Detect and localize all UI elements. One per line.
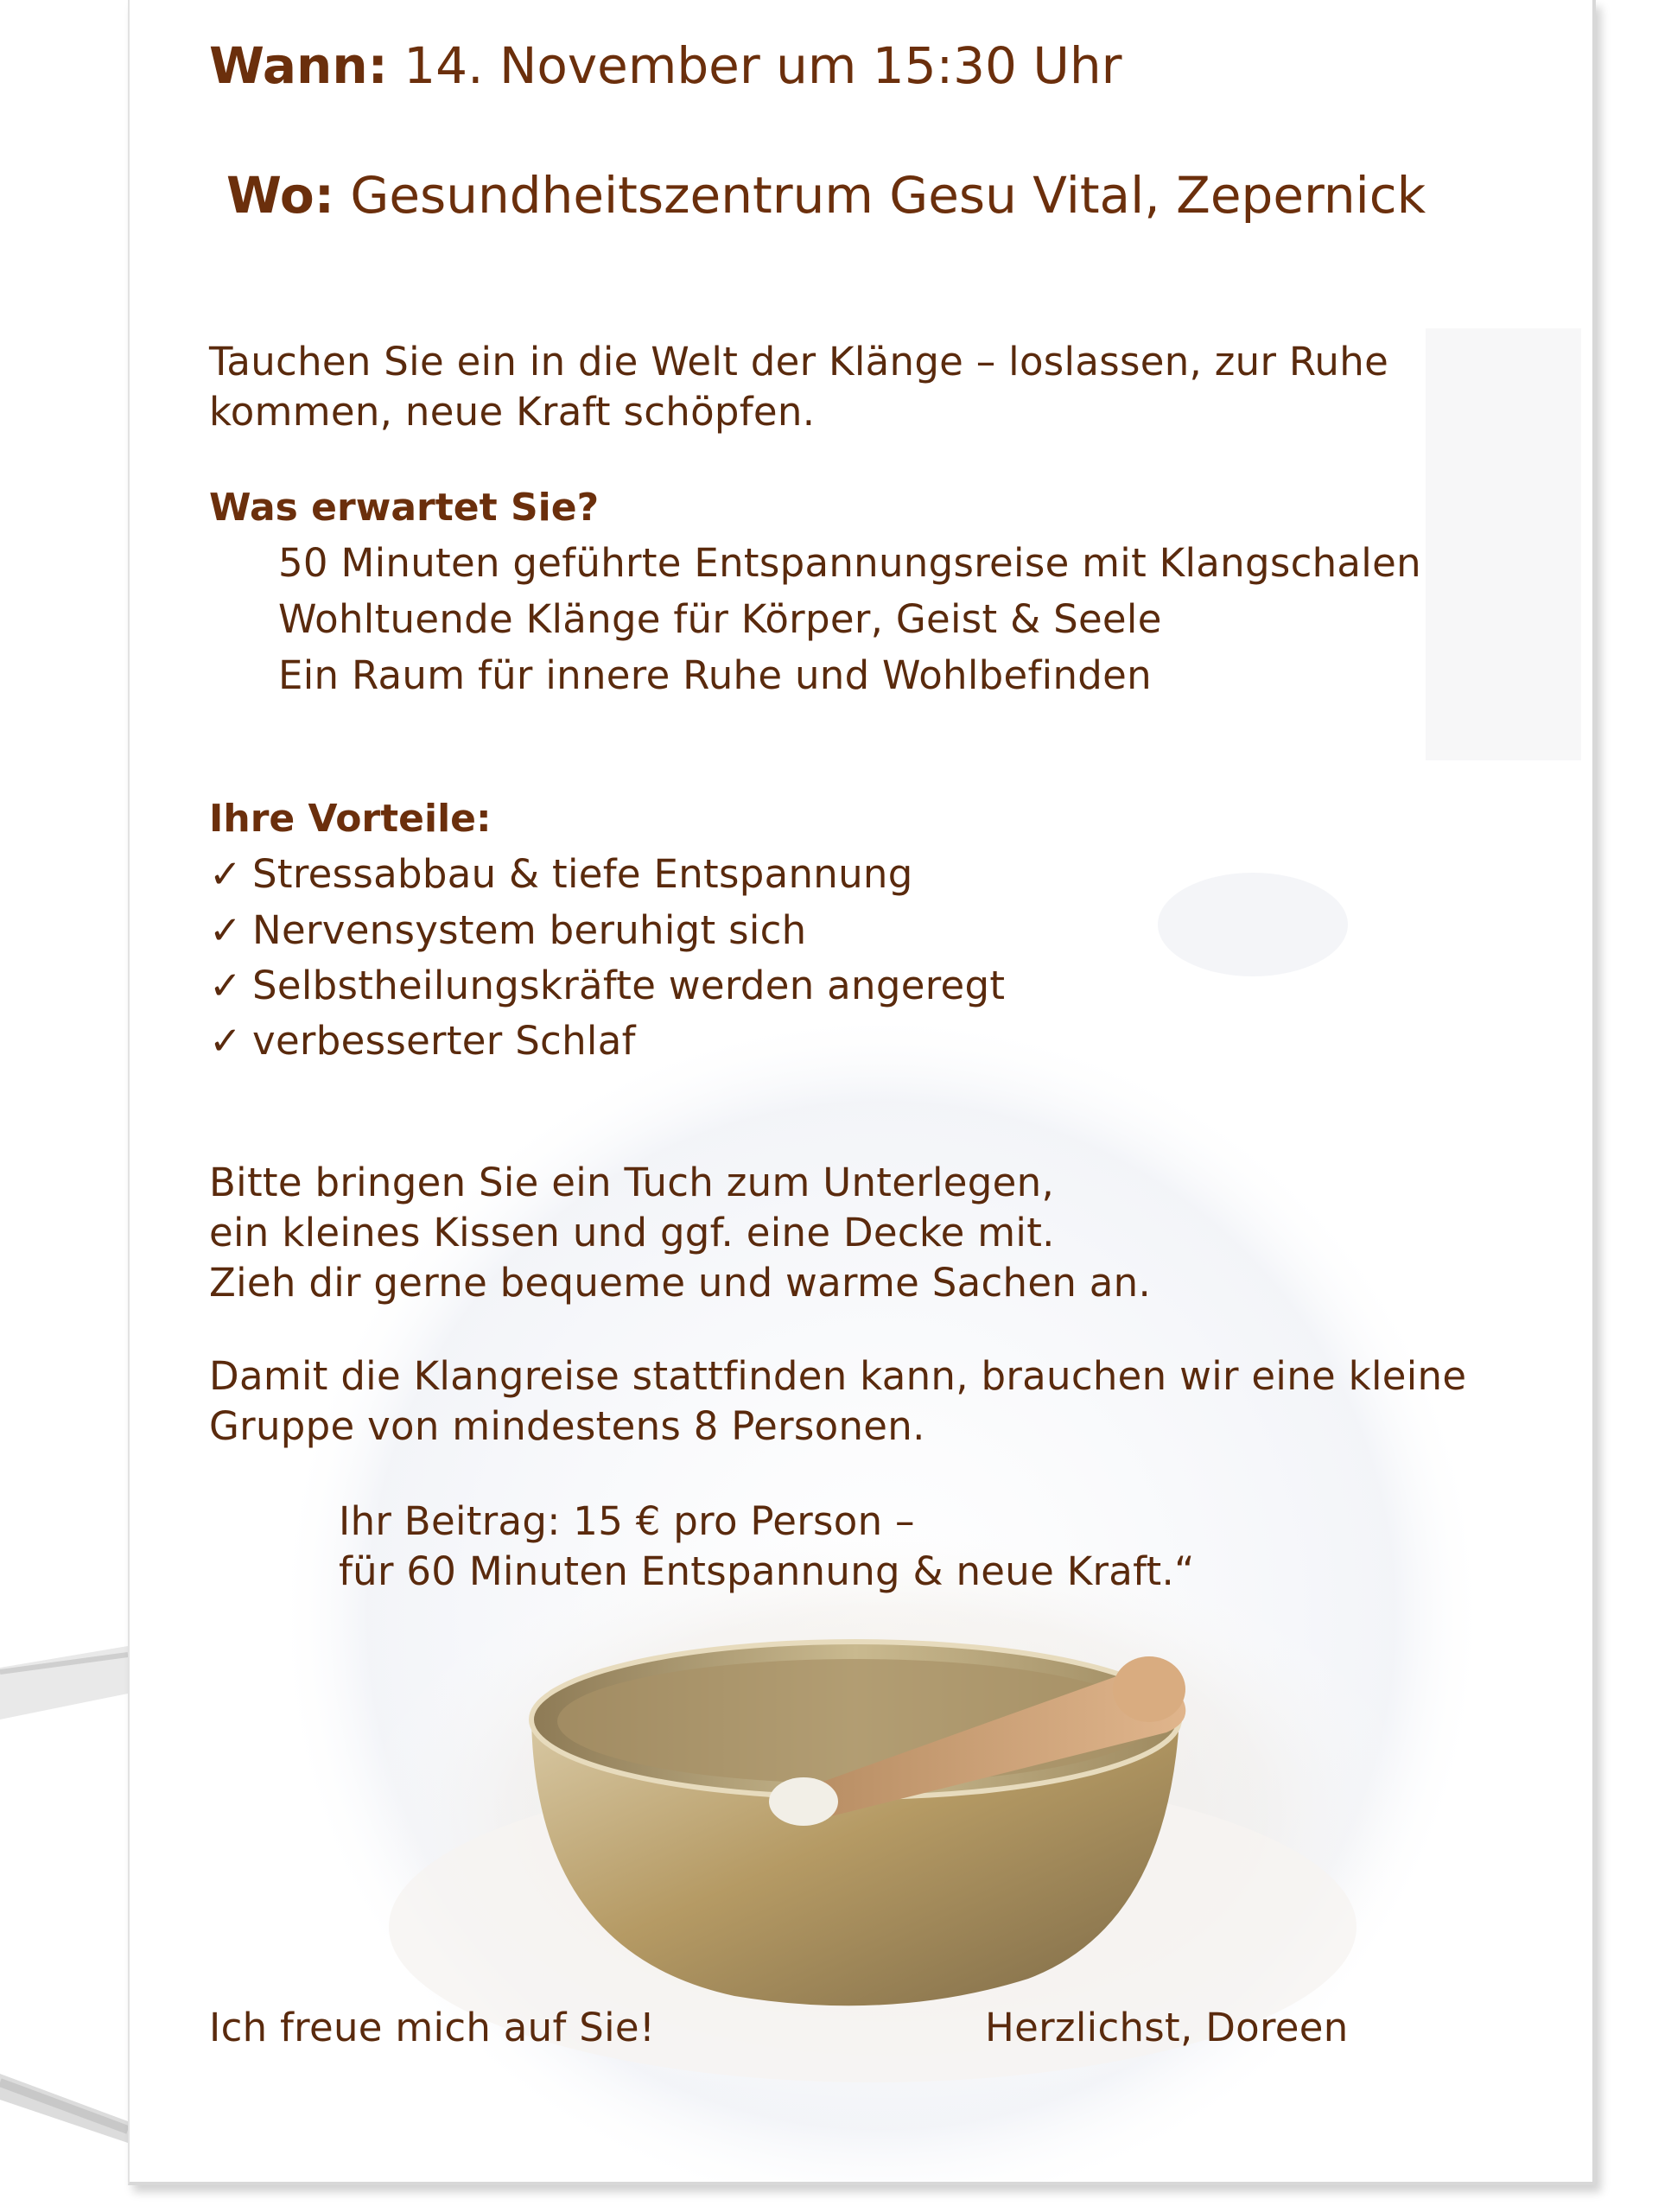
group-line-2: Gruppe von mindestens 8 Personen. xyxy=(209,1403,925,1449)
benefit-item xyxy=(209,907,807,953)
intro-line-1: Tauchen Sie ein in die Welt der Klänge – loslassen, zur Ruhe xyxy=(209,339,1389,385)
singing-bowl-image xyxy=(130,0,1592,2182)
where-line xyxy=(226,166,1426,225)
when-line xyxy=(209,36,1121,95)
price-line-1: Ihr Beitrag: 15 € pro Person – xyxy=(339,1498,915,1544)
benefit-text: Selbstheilungskräfte werden angeregt xyxy=(252,963,1006,1008)
benefit-text: Stressabbau & tiefe Entspannung xyxy=(252,851,913,897)
where-label: Wo: xyxy=(226,166,334,225)
event-flyer xyxy=(128,0,1596,2185)
check-icon: ✓ xyxy=(209,851,243,897)
expect-item: Ein Raum für innere Ruhe und Wohlbefinden xyxy=(278,652,1152,698)
bring-line-1: Bitte bringen Sie ein Tuch zum Unterlegen, xyxy=(209,1160,1055,1205)
check-icon: ✓ xyxy=(209,1018,243,1064)
group-line-1: Damit die Klangreise stattfinden kann, brauchen wir eine kleine xyxy=(209,1353,1467,1399)
closing-signature: Herzlichst, Doreen xyxy=(985,2005,1349,2050)
benefit-text: verbesserter Schlaf xyxy=(252,1018,636,1064)
expect-item: 50 Minuten geführte Entspannungsreise mit Klangschalen xyxy=(278,540,1421,586)
when-value: 14. November um 15:30 Uhr xyxy=(403,36,1122,95)
benefit-text: Nervensystem beruhigt sich xyxy=(252,907,807,953)
bring-line-3: Zieh dir gerne bequeme und warme Sachen an. xyxy=(209,1260,1152,1306)
intro-line-2: kommen, neue Kraft schöpfen. xyxy=(209,389,816,435)
benefit-item xyxy=(209,851,913,897)
benefits-heading: Ihre Vorteile: xyxy=(209,797,492,841)
price-line-2: für 60 Minuten Entspannung & neue Kraft.“ xyxy=(339,1548,1195,1594)
check-icon: ✓ xyxy=(209,907,243,953)
when-label: Wann: xyxy=(209,36,388,95)
benefit-item xyxy=(209,1018,636,1064)
check-icon: ✓ xyxy=(209,963,243,1008)
benefit-item xyxy=(209,963,1005,1008)
expect-heading: Was erwartet Sie? xyxy=(209,486,600,530)
closing-greeting: Ich freue mich auf Sie! xyxy=(209,2005,656,2050)
bring-line-2: ein kleines Kissen und ggf. eine Decke mit. xyxy=(209,1210,1055,1255)
expect-item: Wohltuende Klänge für Körper, Geist & Seele xyxy=(278,596,1162,642)
where-value: Gesundheitszentrum Gesu Vital, Zepernick xyxy=(350,166,1426,225)
